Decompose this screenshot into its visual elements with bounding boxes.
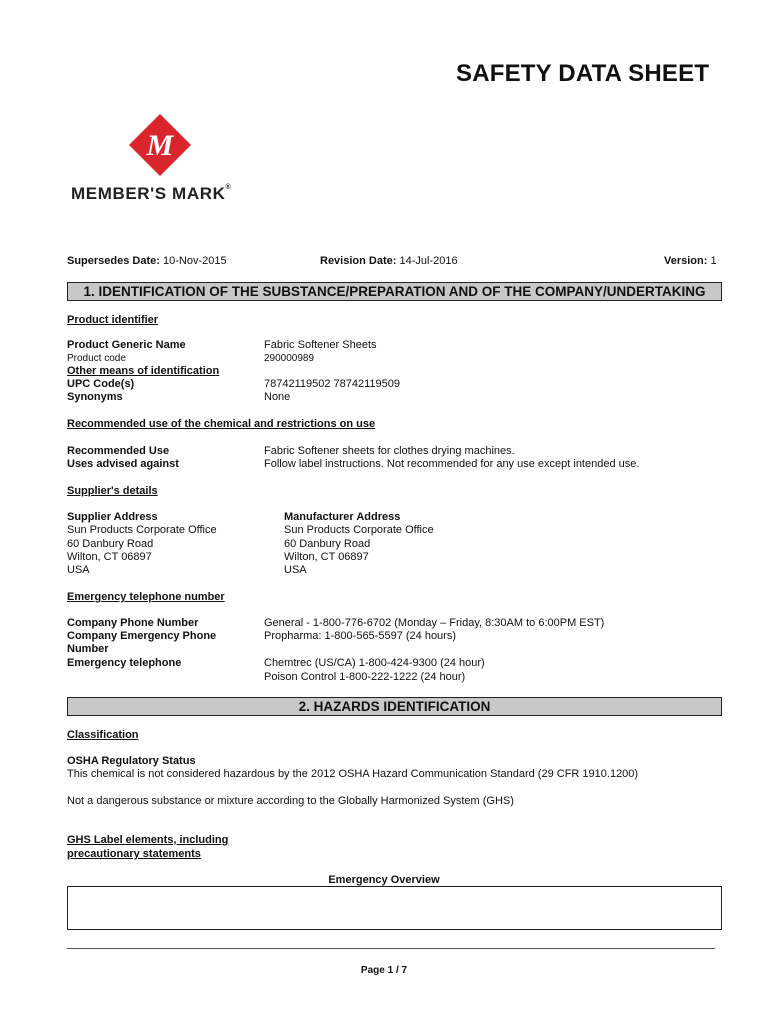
manufacturer-address-line: Sun Products Corporate Office bbox=[284, 524, 434, 536]
brand-name: MEMBER'S MARK bbox=[71, 184, 226, 203]
members-mark-logo bbox=[68, 112, 258, 212]
recommended-use-value: Fabric Softener sheets for clothes drying machines. bbox=[264, 445, 515, 457]
product-generic-name-label: Product Generic Name bbox=[67, 339, 186, 351]
supersedes-label: Supersedes Date: bbox=[67, 255, 160, 267]
page-value: 1 / 7 bbox=[387, 965, 408, 976]
synonyms-value: None bbox=[264, 391, 291, 403]
recommended-use-heading: Recommended use of the chemical and restrictions on use bbox=[67, 418, 376, 430]
revision-date bbox=[320, 255, 458, 267]
revision-value: 14-Jul-2016 bbox=[399, 255, 458, 267]
manufacturer-address-line: USA bbox=[284, 564, 307, 576]
osha-status-heading: OSHA Regulatory Status bbox=[67, 755, 196, 767]
version-label: Version: bbox=[664, 255, 708, 267]
emergency-overview-title: Emergency Overview bbox=[328, 874, 440, 886]
company-phone-label: Company Phone Number bbox=[67, 617, 199, 629]
page-label: Page bbox=[360, 965, 385, 976]
logo-letter: M bbox=[146, 129, 174, 162]
emergency-overview-box bbox=[67, 886, 722, 930]
supersedes-date bbox=[67, 255, 227, 267]
supplier-address-line: Wilton, CT 06897 bbox=[67, 551, 152, 563]
version-value: 1 bbox=[710, 255, 717, 267]
supersedes-value: 10-Nov-2015 bbox=[163, 255, 227, 267]
product-code-label: Product code bbox=[67, 353, 126, 364]
product-code-value: 290000989 bbox=[264, 353, 315, 364]
emergency-telephone-label: Emergency telephone bbox=[67, 657, 182, 669]
chemtrec-phone: Chemtrec (US/CA) 1-800-424-9300 (24 hour) bbox=[264, 657, 485, 669]
company-emergency-phone-label: Company Emergency Phone bbox=[67, 630, 217, 642]
product-identifier-heading: Product identifier bbox=[67, 314, 159, 326]
page-number bbox=[0, 965, 768, 976]
ghs-label-elements-heading: GHS Label elements, including bbox=[67, 834, 229, 846]
synonyms-label: Synonyms bbox=[67, 391, 123, 403]
company-emergency-phone-label-cont: Number bbox=[67, 643, 109, 655]
upc-codes-label: UPC Code(s) bbox=[67, 378, 135, 390]
suppliers-details-heading: Supplier's details bbox=[67, 485, 158, 497]
version bbox=[664, 255, 717, 267]
classification-heading: Classification bbox=[67, 729, 139, 741]
recommended-use-label: Recommended Use bbox=[67, 445, 170, 457]
revision-label: Revision Date: bbox=[320, 255, 397, 267]
supplier-address-line: Sun Products Corporate Office bbox=[67, 524, 217, 536]
supplier-address-line: USA bbox=[67, 564, 90, 576]
document-title: SAFETY DATA SHEET bbox=[456, 60, 710, 87]
registered-mark: ® bbox=[225, 184, 232, 191]
poison-control-phone: Poison Control 1-800-222-1222 (24 hour) bbox=[264, 671, 466, 683]
manufacturer-address-title: Manufacturer Address bbox=[284, 511, 401, 523]
company-emergency-phone-value: Propharma: 1-800-565-5597 (24 hours) bbox=[264, 630, 457, 642]
upc-codes-value: 78742119502 78742119509 bbox=[264, 378, 401, 390]
uses-advised-against-value: Follow label instructions. Not recommended for any use except intended use. bbox=[264, 458, 640, 470]
uses-advised-against-label: Uses advised against bbox=[67, 458, 179, 470]
manufacturer-address-line: Wilton, CT 06897 bbox=[284, 551, 369, 563]
manufacturer-address-line: 60 Danbury Road bbox=[284, 538, 371, 550]
company-phone-value: General - 1-800-776-6702 (Monday – Friday, 8:30AM to 6:00PM EST) bbox=[264, 617, 605, 629]
other-identification-label: Other means of identification bbox=[67, 365, 220, 377]
product-generic-name-value: Fabric Softener Sheets bbox=[264, 339, 377, 351]
ghs-label-elements-heading-cont: precautionary statements bbox=[67, 848, 201, 860]
section-1-heading: 1. IDENTIFICATION OF THE SUBSTANCE/PREPARATION AND OF THE COMPANY/UNDERTAKING bbox=[67, 282, 722, 301]
ghs-status-text: Not a dangerous substance or mixture according to the Globally Harmonized System (GHS) bbox=[67, 795, 514, 807]
supplier-address-line: 60 Danbury Road bbox=[67, 538, 154, 550]
section-2-heading: 2. HAZARDS IDENTIFICATION bbox=[67, 697, 722, 716]
footer-divider bbox=[67, 948, 715, 949]
osha-status-text: This chemical is not considered hazardous by the 2012 OSHA Hazard Communication Standard (29 CFR 1910.1200) bbox=[67, 768, 639, 780]
supplier-address-title: Supplier Address bbox=[67, 511, 158, 523]
emergency-telephone-heading: Emergency telephone number bbox=[67, 591, 225, 603]
